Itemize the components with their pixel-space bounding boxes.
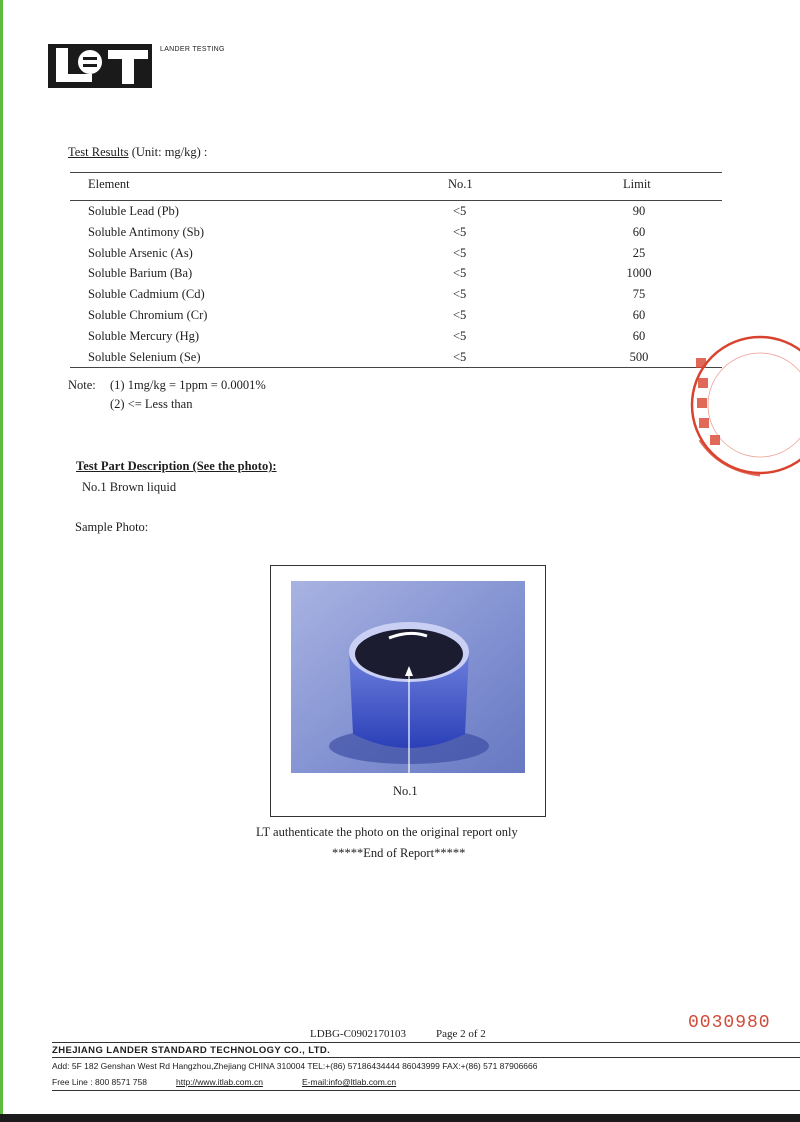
footer-email-link[interactable]: E-mail:info@ltlab.com.cn — [302, 1077, 397, 1087]
cell-no1: <5 — [453, 224, 467, 239]
cell-limit: 60 — [632, 328, 646, 343]
cell-limit: 1000 — [626, 266, 652, 281]
part-description-text: No.1 Brown liquid — [82, 480, 177, 494]
cell-limit: 90 — [632, 204, 646, 218]
cell-element: Soluble Selenium (Se) — [88, 349, 201, 364]
cell-no1: <5 — [453, 204, 467, 218]
cell-no1: <5 — [453, 328, 467, 343]
cell-limit: 75 — [632, 287, 646, 302]
note-item-1: (1) 1mg/kg = 1ppm = 0.0001% — [110, 378, 266, 392]
sample-photo-label: Sample Photo: — [75, 520, 149, 534]
column-header-element: Element — [88, 177, 130, 191]
company-seal-stamp — [680, 330, 800, 480]
footer-company: ZHEJIANG LANDER STANDARD TECHNOLOGY CO., LTD. — [52, 1045, 331, 1056]
footer-web-link[interactable]: http://www.itlab.com.cn — [176, 1077, 263, 1087]
cell-element: Soluble Mercury (Hg) — [88, 328, 200, 343]
note-label: Note: — [68, 378, 96, 392]
cell-element: Soluble Cadmium (Cd) — [88, 287, 205, 302]
cell-no1: <5 — [453, 349, 467, 364]
sample-photo-frame — [270, 565, 546, 817]
results-heading — [68, 145, 207, 160]
note-item-2: (2) <= Less than — [110, 397, 193, 411]
cell-element: Soluble Arsenic (As) — [88, 245, 193, 260]
cell-element: Soluble Lead (Pb) — [88, 204, 179, 218]
left-edge-bar — [0, 0, 3, 1122]
footer-top-rule — [52, 1042, 800, 1043]
column-header-no1: No.1 — [448, 177, 473, 191]
column-header-limit: Limit — [623, 177, 651, 191]
bottom-edge-bar — [0, 1114, 800, 1122]
cell-limit: 500 — [629, 349, 649, 364]
results-title: Test Results — [68, 145, 129, 159]
cell-no1: <5 — [453, 287, 467, 302]
company-tagline: LANDER TESTING — [160, 46, 225, 53]
photo-caption: No.1 — [393, 784, 418, 798]
cell-limit: 60 — [632, 224, 646, 239]
company-logo — [48, 44, 152, 88]
sample-photo — [271, 566, 545, 816]
cell-no1: <5 — [453, 245, 467, 260]
cell-element: Soluble Antimony (Sb) — [88, 224, 204, 239]
cell-element: Soluble Chromium (Cr) — [88, 308, 208, 322]
cell-no1: <5 — [453, 308, 467, 322]
end-of-report: *****End of Report***** — [332, 846, 466, 860]
page-number: Page 2 of 2 — [436, 1028, 486, 1040]
cell-limit: 25 — [632, 245, 646, 260]
table-top-rule — [70, 172, 722, 173]
report-number: LDBG-C0902170103 — [310, 1028, 406, 1040]
cell-limit: 60 — [632, 308, 646, 322]
cell-no1: <5 — [453, 266, 467, 281]
authenticate-note: LT authenticate the photo on the original report only — [256, 825, 518, 839]
results-unit: (Unit: mg/kg) : — [131, 145, 208, 159]
table-header-rule — [70, 200, 722, 201]
cell-element: Soluble Barium (Ba) — [88, 266, 193, 281]
footer-freeline: Free Line : 800 8571 758 — [52, 1077, 147, 1087]
table-bottom-rule — [70, 367, 722, 368]
footer-mid-rule — [52, 1057, 800, 1058]
footer-address: Add: 5F 182 Genshan West Rd Hangzhou,Zhejiang CHINA 310004 TEL:+(86) 57186434444 86043999 FAX:+(86) 571 87906666 — [52, 1061, 538, 1071]
serial-number: 0030980 — [688, 1013, 771, 1033]
part-description-title: Test Part Description (See the photo): — [76, 459, 277, 473]
footer-bottom-rule — [52, 1090, 800, 1091]
